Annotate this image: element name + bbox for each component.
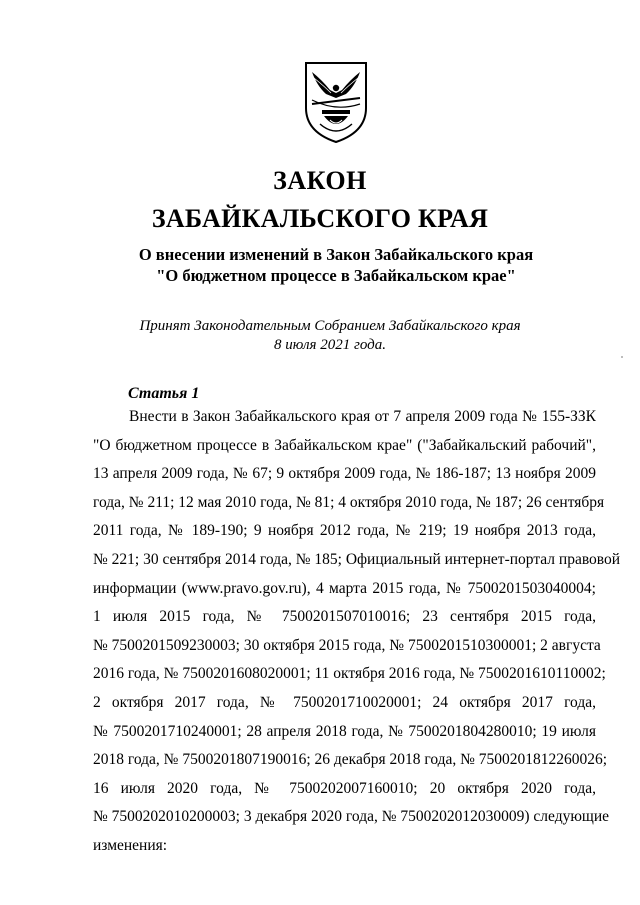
subject-line: "О бюджетном процессе в Забайкальском крае" [156,266,516,285]
body-line: 2011 года, № 189-190; 9 ноября 2012 года, № 219; 19 ноября 2013 года, [93,522,596,540]
body-line: Внести в Закон Забайкальского края от 7 апреля 2009 года № 155-ЗЗК [129,408,596,425]
document-title: ЗАКОН [273,166,367,195]
adoption-note [0,317,640,355]
body-line: № 7500202010200003; 3 декабря 2020 года, № 7500202012030009) следующие [93,808,610,826]
body-line: 2 октября 2017 года, № 7500201710020001; 24 октября 2017 года, [93,693,596,711]
body-line: 16 июля 2020 года, № 7500202007160010; 20 октября 2020 года, [93,779,596,797]
scan-speck [621,356,623,358]
article-heading: Статья 1 [128,385,200,402]
adoption-line: Принят Законодательным Собранием Забайкальского края [139,318,521,334]
body-line: № 7500201710240001; 28 апреля 2018 года, № 7500201804280010; 19 июля [93,722,596,740]
document-subject [0,244,640,286]
body-line: информации (www.pravo.gov.ru), 4 марта 2015 года, № 7500201503040004; [93,579,596,597]
body-line: 2018 года, № 7500201807190016; 26 декабря 2018 года, № 7500201812260026; [93,751,608,769]
adoption-date: 8 июля 2021 года. [274,337,386,353]
coat-of-arms-icon [300,60,372,144]
body-line: года, № 211; 12 мая 2010 года, № 81; 4 октября 2010 года, № 187; 26 сентября [93,493,605,511]
body-line: изменения: [93,836,168,854]
article-body [93,403,621,861]
body-line: № 221; 30 сентября 2014 года, № 185; Официальный интернет-портал правовой [93,550,621,568]
body-line: "О бюджетном процессе в Забайкальском крае" ("Забайкальский рабочий", [93,436,596,454]
body-line: 2016 года, № 7500201608020001; 11 октября 2016 года, № 7500201610110002; [93,665,606,683]
subject-line: О внесении изменений в Закон Забайкальского края [138,245,534,264]
body-line: 13 апреля 2009 года, № 67; 9 октября 2009 года, № 186-187; 13 ноября 2009 [93,465,596,483]
document-region-title: ЗАБАЙКАЛЬСКОГО КРАЯ [151,204,489,233]
body-line: № 7500201509230003; 30 октября 2015 года, № 7500201510300001; 2 августа [93,636,601,654]
body-line: 1 июля 2015 года, № 7500201507010016; 23 сентября 2015 года, [93,608,596,626]
